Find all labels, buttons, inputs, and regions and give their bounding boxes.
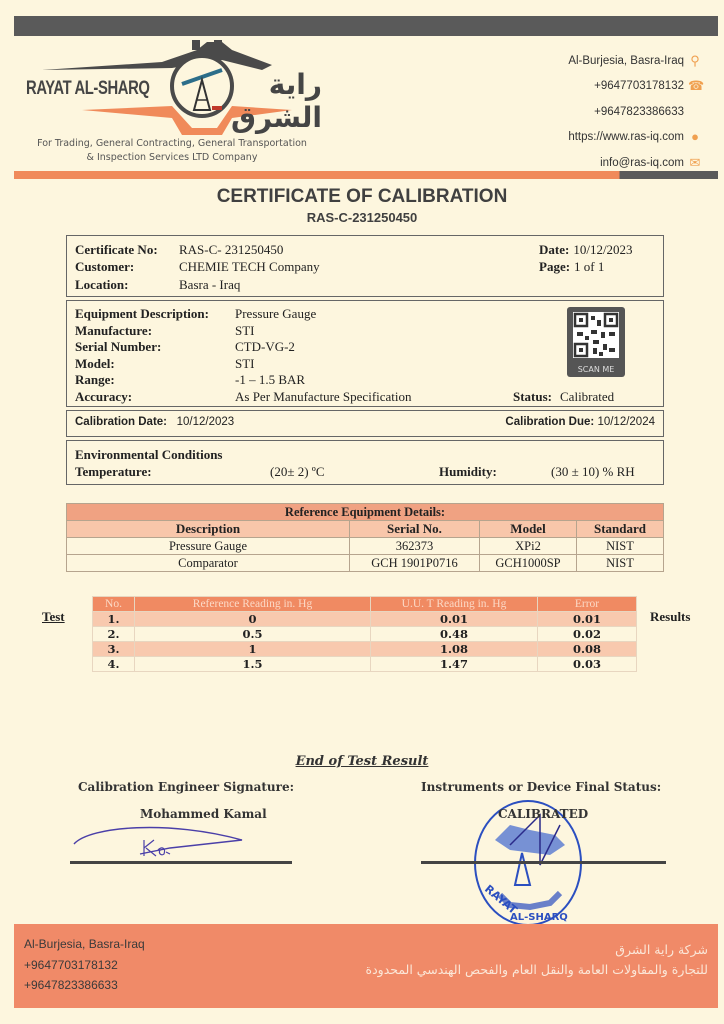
temperature-label: Temperature:	[75, 464, 152, 479]
calibration-date-label: Calibration Date:	[75, 416, 168, 428]
manufacture-label: Manufacture:	[75, 322, 153, 338]
footer-company-ar	[366, 940, 708, 980]
date-label: Date:	[539, 242, 570, 257]
certificate-info-box	[66, 235, 664, 297]
equipment-box	[66, 300, 664, 407]
test-cell: 0	[135, 611, 371, 626]
serial-number-value: CTD-VG-2	[235, 339, 295, 354]
accuracy-label: Accuracy:	[75, 388, 133, 404]
ref-cell: Comparator	[67, 555, 350, 572]
certificate-number-heading: RAS-C-231250450	[306, 210, 418, 225]
customer-value: CHEMIE TECH Company	[179, 259, 320, 274]
calibration-dates-box	[66, 410, 664, 437]
company-tagline	[22, 137, 322, 165]
test-label: Test	[42, 609, 65, 624]
table-row	[93, 641, 637, 656]
equipment-description-value: Pressure Gauge	[235, 306, 317, 321]
test-cell: 1.5	[135, 656, 371, 671]
test-cell: 1	[135, 641, 371, 656]
test-cell: 0.08	[538, 641, 637, 656]
envelope-icon: ✉	[689, 154, 701, 170]
accuracy-value: As Per Manufacture Specification	[235, 388, 412, 404]
tagline-line-1: For Trading, General Contracting, General Transportation	[37, 138, 307, 149]
ref-cell: NIST	[577, 555, 664, 572]
contact-email-link[interactable]: info@ras-iq.com	[600, 156, 684, 169]
tagline-line-2: & Inspection Services LTD Company	[86, 152, 258, 163]
table-row	[67, 555, 664, 572]
reference-equipment-table	[66, 503, 664, 572]
engineer-signature-icon	[70, 820, 250, 862]
footer-contact	[24, 934, 145, 996]
calibration-due-label: Calibration Due:	[505, 416, 595, 428]
ref-cell: NIST	[577, 538, 664, 555]
test-header-reference: Reference Reading in. Hg	[135, 597, 371, 612]
footer-address: Al-Burjesia, Basra-Iraq	[24, 937, 145, 951]
status-value: Calibrated	[560, 388, 615, 404]
model-label: Model:	[75, 355, 115, 371]
page-value: 1 of 1	[574, 259, 605, 274]
table-row	[93, 656, 637, 671]
test-cell: 0.03	[538, 656, 637, 671]
svg-text:RAYAT: RAYAT	[482, 882, 520, 917]
test-cell: 4.	[93, 656, 135, 671]
test-results-table	[92, 596, 637, 672]
company-logo	[22, 40, 322, 135]
ref-header-description: Description	[67, 521, 350, 538]
humidity-label: Humidity:	[439, 464, 497, 479]
header-top-bar	[14, 16, 718, 36]
test-cell: 0.02	[538, 626, 637, 641]
svg-text:AL-SHARQ: AL-SHARQ	[510, 912, 568, 923]
certificate-no-value: RAS-C- 231250450	[179, 242, 284, 257]
footer-phone-1[interactable]: +9647703178132	[24, 957, 118, 972]
ref-header-model: Model	[480, 521, 577, 538]
engineer-name: Mohammed Kamal	[140, 807, 267, 821]
ref-cell: Pressure Gauge	[67, 538, 350, 555]
table-row	[67, 538, 664, 555]
test-cell: 2.	[93, 626, 135, 641]
environment-heading: Environmental Conditions	[75, 447, 223, 462]
certificate-title: CERTIFICATE OF CALIBRATION	[216, 186, 508, 207]
date-value: 10/12/2023	[573, 242, 633, 257]
status-label: Status:	[513, 388, 553, 404]
page-label: Page:	[539, 259, 571, 274]
qr-code-icon	[573, 312, 619, 358]
contact-phone-1[interactable]: +9647703178132	[594, 80, 684, 93]
phone-icon: ☎	[688, 78, 705, 94]
company-name-en: RAYAT AL-SHARQ	[26, 78, 150, 99]
manufacture-value: STI	[235, 322, 255, 338]
reference-equipment-caption: Reference Equipment Details:	[67, 504, 664, 521]
ref-cell: GCH 1901P0716	[350, 555, 480, 572]
company-name-ar: راية الشرق	[230, 68, 322, 134]
test-cell: 0.48	[371, 626, 538, 641]
test-cell: 0.01	[371, 611, 538, 626]
test-cell: 0.5	[135, 626, 371, 641]
contact-info	[568, 48, 705, 176]
ref-header-standard: Standard	[577, 521, 664, 538]
environmental-conditions-box	[66, 440, 664, 485]
qr-code[interactable]	[567, 307, 625, 377]
location-label: Location:	[75, 277, 129, 292]
header-separator-bar	[14, 171, 718, 179]
certificate-no-label: Certificate No:	[75, 242, 158, 257]
test-cell: 0.01	[538, 611, 637, 626]
engineer-signature-label: Calibration Engineer Signature:	[78, 780, 295, 794]
results-label: Results	[650, 609, 691, 624]
footer-ar-line-2: للتجارة والمقاولات العامة والنقل العام والفحص الهندسي المحدودة	[365, 962, 708, 977]
table-row	[93, 611, 637, 626]
table-row	[93, 626, 637, 641]
ref-cell: GCH1000SP	[480, 555, 577, 572]
qr-caption: SCAN ME	[577, 365, 615, 374]
range-label: Range:	[75, 372, 115, 387]
location-value: Basra - Iraq	[179, 277, 241, 292]
test-cell: 1.	[93, 611, 135, 626]
footer-bar	[14, 924, 718, 1008]
contact-website-link[interactable]: https://www.ras-iq.com	[568, 131, 684, 144]
test-header-no: No.	[93, 597, 135, 612]
test-cell: 1.08	[371, 641, 538, 656]
ref-cell: XPi2	[480, 538, 577, 555]
final-status-value: CALIBRATED	[498, 807, 589, 821]
calibration-date-value: 10/12/2023	[176, 416, 235, 428]
humidity-value: (30 ± 10) % RH	[551, 464, 635, 479]
equipment-description-label: Equipment Description:	[75, 306, 209, 321]
test-header-error: Error	[538, 597, 637, 612]
model-value: STI	[235, 355, 255, 371]
calibration-due-value: 10/12/2024	[597, 416, 655, 428]
contact-phone-2[interactable]: +9647823386633	[594, 105, 684, 118]
final-status-line	[421, 861, 666, 864]
customer-label: Customer:	[75, 259, 135, 274]
footer-ar-line-1: شركة راية الشرق	[615, 942, 708, 957]
contact-address: Al-Burjesia, Basra-Iraq	[568, 54, 684, 67]
final-status-label: Instruments or Device Final Status:	[421, 780, 662, 794]
end-of-test-result: End of Test Result	[295, 754, 429, 769]
ref-cell: 362373	[350, 538, 480, 555]
globe-icon: ●	[691, 129, 699, 145]
test-cell: 1.47	[371, 656, 538, 671]
footer-phone-2[interactable]: +9647823386633	[24, 978, 118, 992]
engineer-signature-line	[70, 861, 292, 864]
location-pin-icon: ⚲	[690, 52, 700, 68]
ref-header-serial: Serial No.	[350, 521, 480, 538]
temperature-value: (20± 2) ºC	[270, 464, 325, 479]
range-value: -1 – 1.5 BAR	[235, 372, 306, 387]
test-cell: 3.	[93, 641, 135, 656]
serial-number-label: Serial Number:	[75, 339, 162, 354]
test-header-uut: U.U. T Reading in. Hg	[371, 597, 538, 612]
